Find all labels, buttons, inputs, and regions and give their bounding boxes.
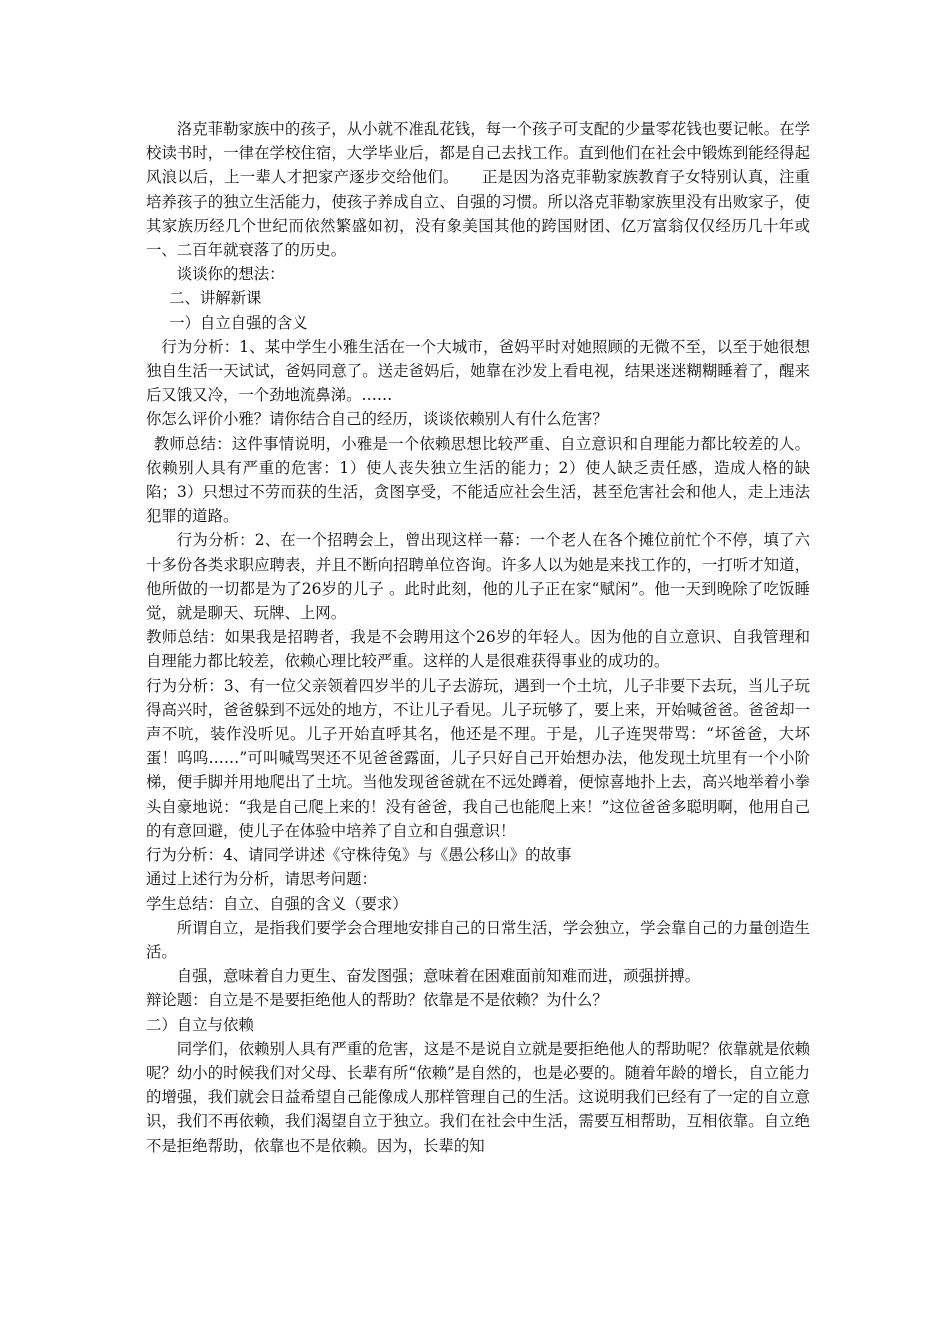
paragraph-discuss: 谈谈你的想法： [176,265,285,284]
paragraph-case-3: 行为分析：3、有一位父亲领着四岁半的儿子去游玩，遇到一个土坑，儿子非要下去玩，当儿子玩得高兴时，爸爸躲到不远处的地方，不让儿子看见。儿子玩够了，要上来，开始喊爸爸。爸爸却一声不吭，装作没听见。儿子开始直呼其名，他还是不理。于是，儿子连哭带骂：“坏爸爸，大坏蛋！呜呜……”可叫喊骂哭还不见爸爸露面，儿子只好自己开始想办法，他发现土坑里有一个小阶梯，便手脚并用地爬出了土坑。当他发现爸爸就在不远处蹲着，便惊喜地扑上去，高兴地举着小拳头自豪地说：“我是自己爬上来的！没有爸爸，我自己也能爬上来！”这位爸爸多聪明啊，他用自己的有意回避，使儿子在体验中培养了自立和自强意识！ [146,676,810,840]
paragraph-dependence: 同学们，依赖别人具有严重的危害，这是不是说自立就是要拒绝他人的帮助呢？依靠就是依赖呢？幼小的时候我们对父母、长辈有所“依赖”是自然的，也是必要的。随着年龄的增长，自立能力的增强，我们就会日益希望自己能像成人那样管理自己的生活。这说明我们已经有了一定的自立意识，我们不再依赖，我们渴望自立于独立。我们在社会中生活，需要互相帮助，互相依靠。自立绝不是拒绝帮助，依靠也不是依赖。因为，长辈的知 [146,1039,810,1155]
paragraph-question-1: 你怎么评价小雅？请你结合自己的经历，谈谈依赖别人有什么危害？ [146,410,608,429]
paragraph-case-1: 行为分析：1、某中学生小雅生活在一个大城市，爸妈平时对她照顾的无微不至，以至于她很想独自生活一天试试，爸妈同意了。送走爸妈后，她靠在沙发上看电视，结果迷迷糊糊睡着了，醒来后又饿又冷，一个劲地流鼻涕。…… [146,337,810,405]
paragraph-self-reliance-definition: 所谓自立，是指我们要学会合理地安排自己的日常生活，学会独立，学会靠自己的力量创造生活。 [146,918,810,961]
paragraph-student-summary: 学生总结：自立、自强的含义（要求） [146,894,408,913]
paragraph-text: 正是因为洛克菲勒家族教育子女特别认真，注重培养孩子的独立生活能力，使孩子养成自立、自强的习惯。所以洛克菲勒家族里没有出败家子，使其家族历经几个世纪而依然繁盛如初，没有象美国其他的跨国财团、亿万富翁仅仅经历几十年或一、二百年就衰落了的历史。 [146,168,810,260]
paragraph-self-strength-definition: 自强，意味着自力更生、奋发图强；意味着在困难面前知难而进，顽强拼搏。 [176,967,701,986]
paragraph-debate: 辩论题：自立是不是要拒绝他人的帮助？依靠是不是依赖？为什么？ [146,991,608,1010]
paragraph-rockefeller [146,117,810,262]
document-body [146,117,810,1158]
paragraph-text: 洛克菲勒家族中的孩子，从小就不准乱花钱，每一个孩子可支配的少量零花钱也要记帐。在学校读书时，一律在学校住宿，大学毕业后，都是自己去找工作。直到他们在社会中锻炼到能经得起风浪以后，上一辈人才把家产逐步交给他们。 [146,120,810,187]
paragraph-prompt: 通过上述行为分析，请思考问题： [146,870,377,889]
section-heading: 二、讲解新课 [169,289,262,308]
paragraph-case-4: 行为分析：4、请同学讲述《守株待兔》与《愚公移山》的故事 [146,846,572,865]
paragraph-case-2: 行为分析：2、在一个招聘会上，曾出现这样一幕：一个老人在各个摊位前忙个不停，填了六十多份各类求职应聘表，并且不断向招聘单位咨询。许多人以为她是来找工作的，一打听才知道，他所做的一切都是为了26岁的儿子 。此时此刻，他的儿子正在家“赋闲”。他一天到晚除了吃饭睡觉，就是聊天、玩牌、上网。 [146,531,810,623]
subsection-heading-2: 二）自立与依赖 [146,1015,254,1034]
paragraph-teacher-summary-2: 教师总结：如果我是招聘者，我是不会聘用这个26岁的年轻人。因为他的自立意识、自我管理和自理能力都比较差，依赖心理比较严重。这样的人是很难获得事业的成功的。 [146,628,810,671]
subsection-heading: 一）自立自强的含义 [169,313,308,332]
paragraph-teacher-summary-1: 教师总结：这件事情说明，小雅是一个依赖思想比较严重、自立意识和自理能力都比较差的人。依赖别人具有严重的危害：1）使人丧失独立生活的能力；2）使人缺乏责任感，造成人格的缺陷；3）只想过不劳而获的生活，贪图享受，不能适应社会生活，甚至危害社会和他人，走上违法犯罪的道路。 [146,434,810,526]
